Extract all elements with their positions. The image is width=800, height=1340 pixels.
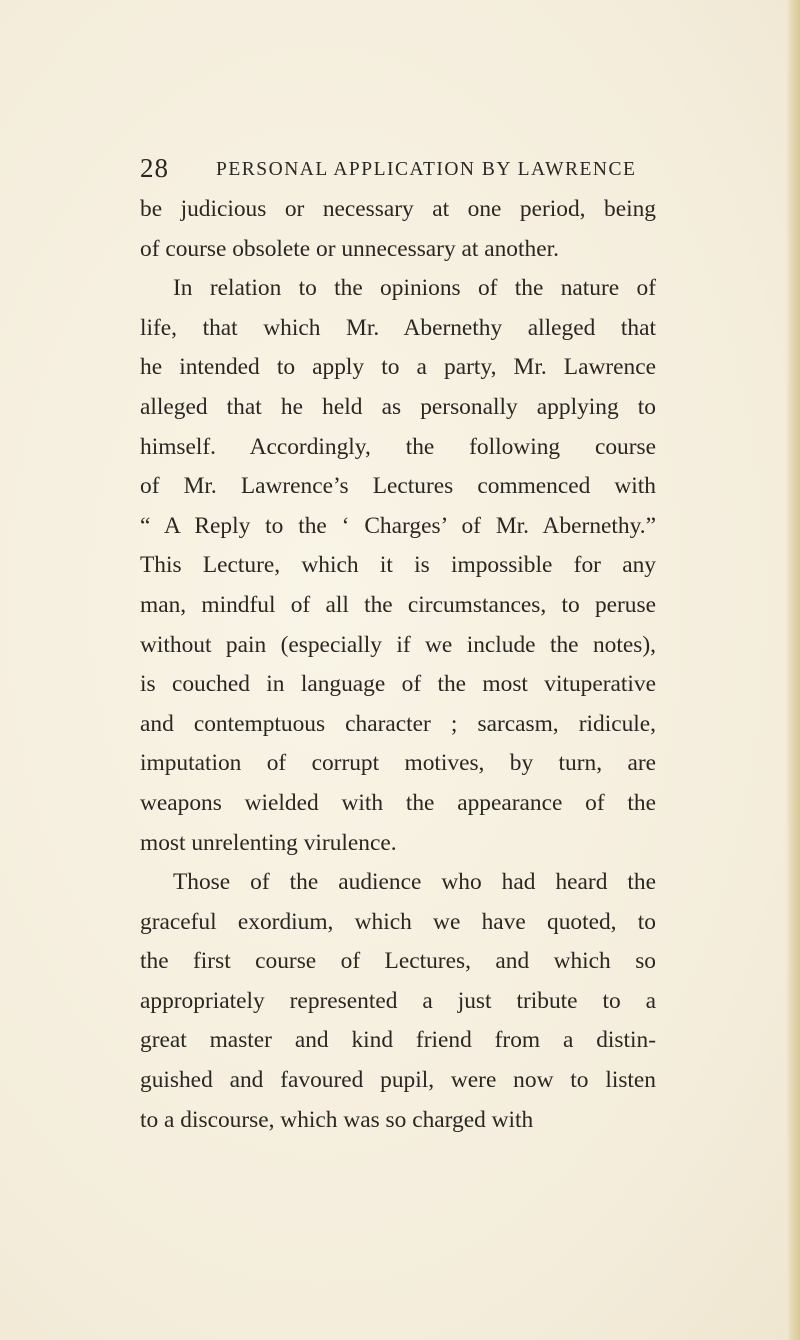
- page-number: 28: [140, 153, 169, 183]
- text-line: graceful exordium, which we have quoted, to: [140, 908, 656, 935]
- text-line: without pain (especially if we include the notes),: [140, 631, 656, 658]
- page-edge: [786, 0, 800, 1340]
- text-line: appropriately represented a just tribute to a: [140, 987, 656, 1014]
- text-line: weapons wielded with the appearance of the: [140, 789, 656, 816]
- text-line: he intended to apply to a party, Mr. Lawrence: [140, 354, 656, 381]
- text-line: and contemptuous character ; sarcasm, ridicule,: [140, 710, 656, 737]
- text-line: Those of the audience who had heard the: [173, 869, 656, 896]
- text-line: guished and favoured pupil, were now to listen: [140, 1067, 656, 1094]
- running-head: PERSONAL APPLICATION BY LAWRENCE: [216, 159, 637, 180]
- text-line: is couched in language of the most vituperative: [140, 671, 656, 698]
- text-line: of Mr. Lawrence’s Lectures commenced with: [140, 473, 656, 500]
- text-line: himself. Accordingly, the following course: [140, 433, 656, 460]
- text-line: most unrelenting virulence.: [140, 829, 397, 856]
- text-line: man, mindful of all the circumstances, to peruse: [140, 591, 656, 618]
- text-line: to a discourse, which was so charged with: [140, 1106, 534, 1133]
- text-line: imputation of corrupt motives, by turn, are: [140, 750, 656, 777]
- text-line: “ A Reply to the ‘ Charges’ of Mr. Abernethy.”: [140, 512, 656, 539]
- page-header: [140, 150, 660, 186]
- text-line: life, that which Mr. Abernethy alleged that: [140, 314, 656, 341]
- text-line: the first course of Lectures, and which so: [140, 948, 656, 975]
- text-line: In relation to the opinions of the nature of: [173, 275, 656, 302]
- text-line: alleged that he held as personally applying to: [140, 393, 656, 420]
- body-text: [140, 190, 656, 1140]
- text-line: be judicious or necessary at one period, being: [140, 196, 656, 222]
- text-line: of course obsolete or unnecessary at another.: [140, 235, 559, 262]
- text-line: This Lecture, which it is impossible for any: [140, 552, 656, 579]
- text-line: great master and kind friend from a distin-: [140, 1027, 656, 1054]
